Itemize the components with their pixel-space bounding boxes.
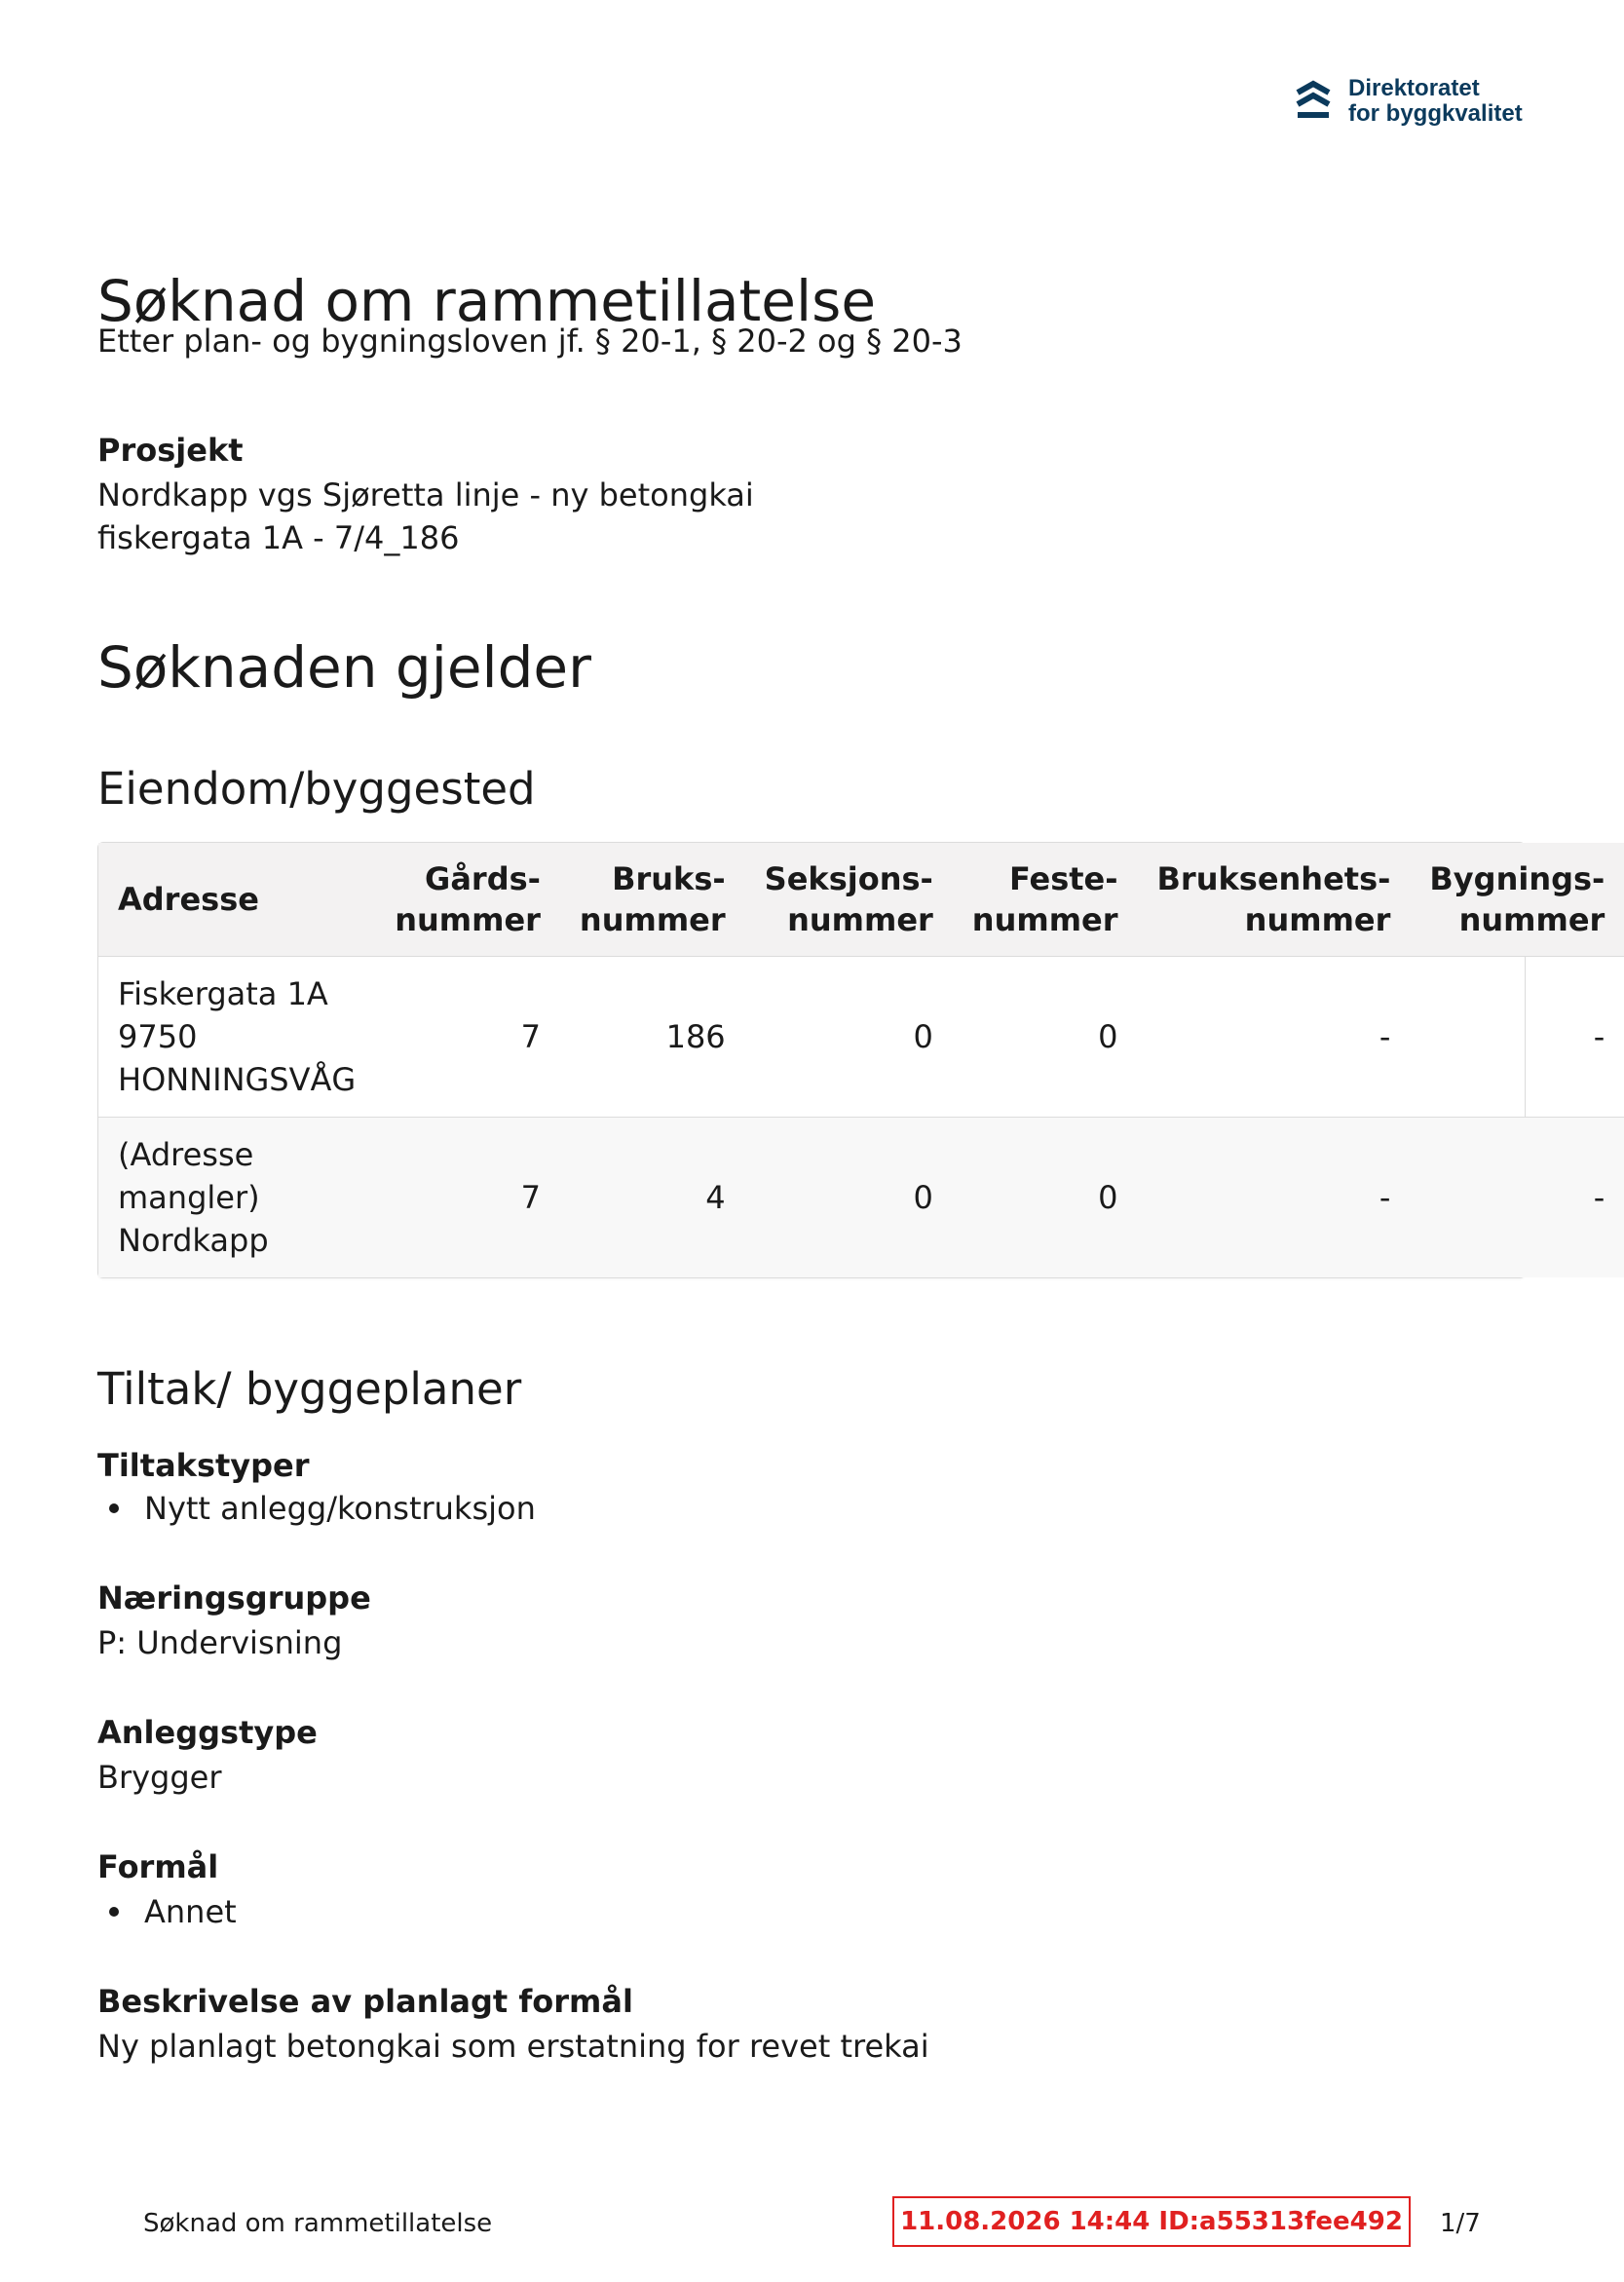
beskrivelse-label: Beskrivelse av planlagt formål	[97, 1983, 633, 2020]
dibk-logo	[1294, 76, 1523, 127]
page-subtitle: Etter plan- og bygningsloven jf. § 20-1, § 20-2 og § 20-3	[97, 323, 963, 360]
cell-festenummer: 0	[953, 1118, 1138, 1278]
cell-bruksnummer: 186	[560, 957, 745, 1118]
cell-festenummer: 0	[953, 957, 1138, 1118]
dibk-logo-icon	[1294, 79, 1333, 124]
tiltakstyper-label: Tiltakstyper	[97, 1447, 310, 1484]
cell-adresse: Fiskergata 1A 9750 HONNINGSVÅG	[98, 957, 375, 1118]
col-festenummer: Feste- nummer	[953, 843, 1138, 957]
logo-line-1: Direktoratet	[1348, 75, 1480, 101]
prosjekt-address: fiskergata 1A - 7/4_186	[97, 519, 460, 556]
footer-title: Søknad om rammetillatelse	[143, 2209, 493, 2238]
col-gardsnummer: Gårds- nummer	[375, 843, 560, 957]
formal-list-item	[109, 1890, 237, 1933]
page-number: 1/7	[1440, 2209, 1481, 2238]
bullet-icon	[109, 1907, 119, 1917]
cell-bygningsnummer: -	[1410, 957, 1624, 1118]
col-bruksnummer: Bruks- nummer	[560, 843, 745, 957]
prosjekt-label: Prosjekt	[97, 432, 244, 469]
anleggstype-value: Brygger	[97, 1759, 222, 1796]
col-bruksenhetsnummer: Bruksenhets- nummer	[1138, 843, 1411, 957]
eiendom-table	[97, 842, 1605, 1278]
col-adresse: Adresse	[98, 843, 375, 957]
cell-bruksnummer: 4	[560, 1118, 745, 1278]
anleggstype-label: Anleggstype	[97, 1714, 318, 1751]
prosjekt-name: Nordkapp vgs Sjøretta linje - ny betongkai	[97, 476, 754, 513]
beskrivelse-value: Ny planlagt betongkai som erstatning for revet trekai	[97, 2028, 929, 2065]
cell-bruksenhetsnummer: -	[1138, 957, 1411, 1118]
logo-line-2: for byggkvalitet	[1348, 100, 1523, 127]
eiendom-title: Eiendom/byggested	[97, 763, 536, 815]
cell-gardsnummer: 7	[375, 1118, 560, 1278]
col-seksjonsnummer: Seksjons- nummer	[745, 843, 953, 957]
table-row	[98, 957, 1624, 1118]
cell-seksjonsnummer: 0	[745, 957, 953, 1118]
tiltakstyper-list-item	[109, 1487, 536, 1530]
naeringsgruppe-value: P: Undervisning	[97, 1624, 343, 1661]
formal-label: Formål	[97, 1848, 219, 1885]
col-bygningsnummer: Bygnings- nummer	[1410, 843, 1624, 957]
cell-adresse: (Adresse mangler) Nordkapp	[98, 1118, 375, 1278]
tiltak-title: Tiltak/ byggeplaner	[97, 1363, 522, 1415]
cell-bygningsnummer: -	[1410, 1118, 1624, 1278]
logo-text	[1348, 76, 1523, 127]
table-header-row	[98, 843, 1624, 957]
tiltakstype-value: Nytt anlegg/konstruksjon	[144, 1490, 536, 1527]
footer-stamp: 11.08.2026 14:44 ID:a55313fee492	[892, 2196, 1411, 2247]
page-title: Søknad om rammetillatelse	[97, 268, 877, 334]
formal-value: Annet	[144, 1893, 237, 1930]
naeringsgruppe-label: Næringsgruppe	[97, 1579, 371, 1616]
cell-seksjonsnummer: 0	[745, 1118, 953, 1278]
table-row	[98, 1118, 1624, 1278]
bullet-icon	[109, 1503, 119, 1513]
cell-bruksenhetsnummer: -	[1138, 1118, 1411, 1278]
cell-gardsnummer: 7	[375, 957, 560, 1118]
section-title: Søknaden gjelder	[97, 634, 591, 701]
